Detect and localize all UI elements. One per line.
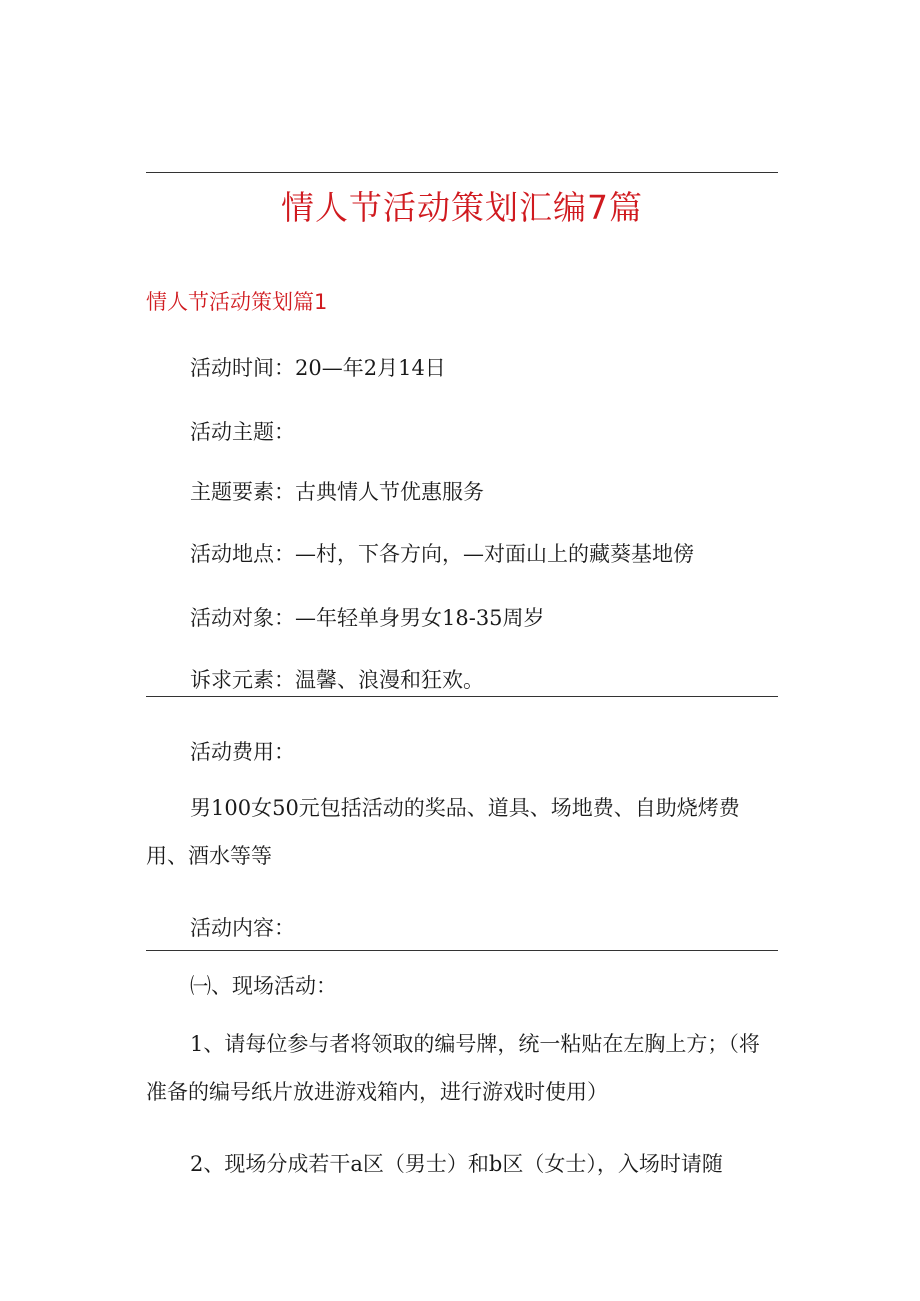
event-time-label: 活动时间： [190, 356, 295, 380]
divider-rule [146, 950, 778, 951]
audience-line: 活动对象：—年轻单身男女18-35周岁 [190, 606, 545, 630]
section-title: 情人节活动策划篇1 [146, 290, 328, 314]
event-time-value: 20—年2月14日 [295, 356, 446, 380]
event-time-line [190, 352, 446, 382]
location-line: 活动地点：—村，下各方向，—对面山上的藏葵基地傍 [190, 542, 694, 566]
list-item: 1、请每位参与者将领取的编号牌，统一粘贴在左胸上方；（将准备的编号纸片放进游戏箱内，进行游戏时使用） [146, 1032, 760, 1104]
appeal-line: 诉求元素：温馨、浪漫和狂欢。 [190, 668, 484, 692]
divider-rule [146, 696, 778, 697]
theme-elements: 主题要素：古典情人节优惠服务 [190, 480, 484, 504]
onsite-heading: ㈠、现场活动： [190, 974, 337, 998]
fee-heading: 活动费用： [190, 740, 295, 764]
document-title: 情人节活动策划汇编7篇 [281, 188, 643, 227]
list-item: 2、现场分成若干a区（男士）和b区（女士），入场时请随 [190, 1152, 723, 1176]
theme-heading: 活动主题： [190, 420, 295, 444]
fee-paragraph: 男100女50元包括活动的奖品、道具、场地费、自助烧烤费用、酒水等等 [146, 796, 740, 868]
content-heading: 活动内容： [190, 916, 295, 940]
top-rule [146, 172, 778, 173]
